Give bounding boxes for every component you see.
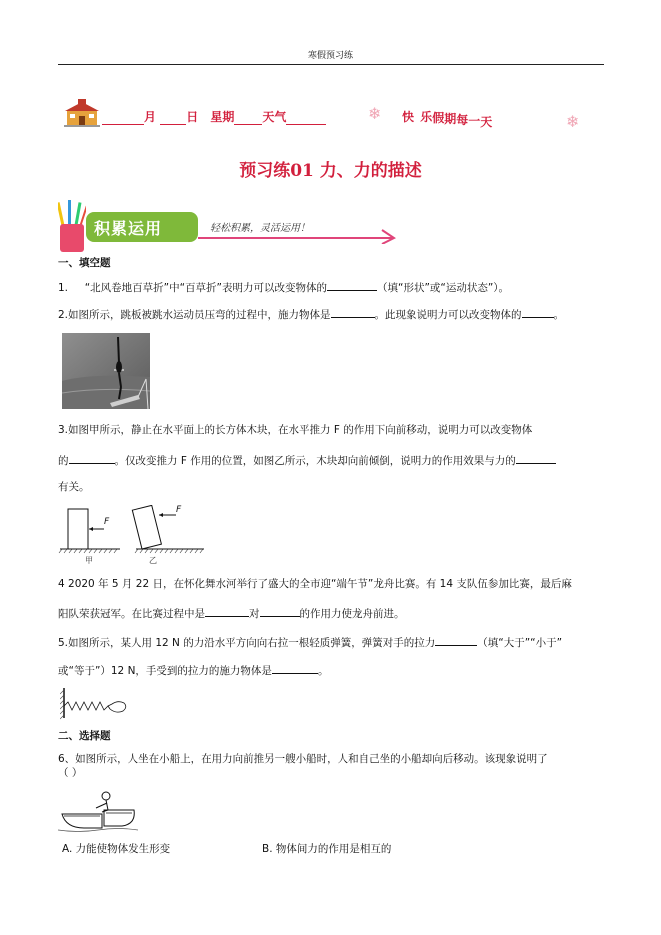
question-5-line1: 5.如图所示，某人用 12 N 的力沿水平方向向右拉一根轻质弹簧，弹簧对手的拉力 （填“大于”“小于” bbox=[58, 634, 562, 650]
motto: 快 乐假期每一天 bbox=[402, 110, 493, 129]
day-label: 日 bbox=[186, 110, 199, 124]
answer-blank[interactable] bbox=[435, 634, 477, 646]
month-label: 月 bbox=[144, 110, 157, 124]
arrow-underline-icon bbox=[196, 226, 404, 244]
answer-blank[interactable] bbox=[516, 452, 556, 464]
boats-diagram bbox=[58, 788, 138, 834]
section-heading: 一、填空题 bbox=[58, 257, 111, 269]
answer-blank[interactable] bbox=[272, 662, 318, 674]
figure-label-b: 乙 bbox=[149, 556, 157, 565]
snowflake-icon: ❄ bbox=[368, 104, 382, 123]
question-6-line2: （ ） bbox=[58, 767, 83, 779]
answer-blank[interactable] bbox=[522, 306, 554, 318]
answer-blank[interactable] bbox=[327, 279, 377, 291]
header-rule bbox=[58, 64, 604, 65]
date-line bbox=[102, 108, 326, 125]
question-2: 2.如图所示，跳板被跳水运动员压弯的过程中，施力物体是 。此现象说明力可以改变物体的 。 bbox=[58, 306, 564, 322]
question-1: 1. “北风卷地百草折”中“百草折”表明力可以改变物体的 （填“形状”或“运动状态”）。 bbox=[58, 279, 509, 295]
option-a[interactable]: A. 力能使物体发生形变 bbox=[62, 843, 171, 855]
answer-blank[interactable] bbox=[69, 452, 115, 464]
weekday-label: 星期 bbox=[210, 110, 235, 124]
section-heading: 二、选择题 bbox=[58, 730, 111, 742]
snowflake-icon: ❄ bbox=[566, 112, 580, 131]
spring-hand-diagram bbox=[60, 686, 130, 720]
banner-slogan: 轻松积累，灵活运用！ bbox=[210, 223, 310, 234]
question-3-line1: 3.如图甲所示，静止在水平面上的长方体木块，在水平推力 F 的作用下向前移动，说明力可以改变物体 bbox=[58, 424, 533, 436]
answer-blank[interactable] bbox=[205, 605, 249, 617]
weather-label: 天气 bbox=[262, 110, 287, 124]
diving-board-photo bbox=[62, 333, 150, 409]
question-3-line3: 有关。 bbox=[58, 481, 90, 493]
banner-label: 积累运用 bbox=[94, 219, 163, 238]
force-label: F bbox=[176, 505, 182, 515]
answer-blank[interactable] bbox=[260, 605, 300, 617]
question-5-line2: 或“等于”）12 N，手受到的拉力的施力物体是 。 bbox=[58, 662, 328, 678]
question-4-line1: 4 2020 年 5 月 22 日，在怀化舞水河举行了盛大的全市迎“端午节”龙舟比赛。有 14 支队伍参加比赛，最后麻 bbox=[58, 578, 572, 590]
question-4-line2: 阳队荣获冠军。在比赛过程中是 对 的作用力使龙舟前进。 bbox=[58, 605, 405, 621]
option-b[interactable]: B. 物体间力的作用是相互的 bbox=[262, 843, 392, 855]
pencil-cup-icon bbox=[58, 200, 86, 252]
question-6-line1: 6、如图所示，人坐在小船上，在用力向前推另一艘小船时，人和自己坐的小船却向后移动。该现象说明了 bbox=[58, 753, 548, 765]
page-title: 预习练01 力、力的描述 bbox=[239, 161, 422, 181]
block-force-diagram bbox=[58, 505, 208, 567]
force-label: F bbox=[104, 517, 110, 527]
figure-label-a: 甲 bbox=[85, 556, 93, 565]
question-3-line2: 的 。仅改变推力 F 作用的位置，如图乙所示，木块却向前倾倒，说明力的作用效果与力的 bbox=[58, 452, 556, 468]
answer-blank[interactable] bbox=[331, 306, 375, 318]
running-header: 寒假预习练 bbox=[307, 51, 353, 61]
school-building-icon bbox=[64, 98, 100, 128]
